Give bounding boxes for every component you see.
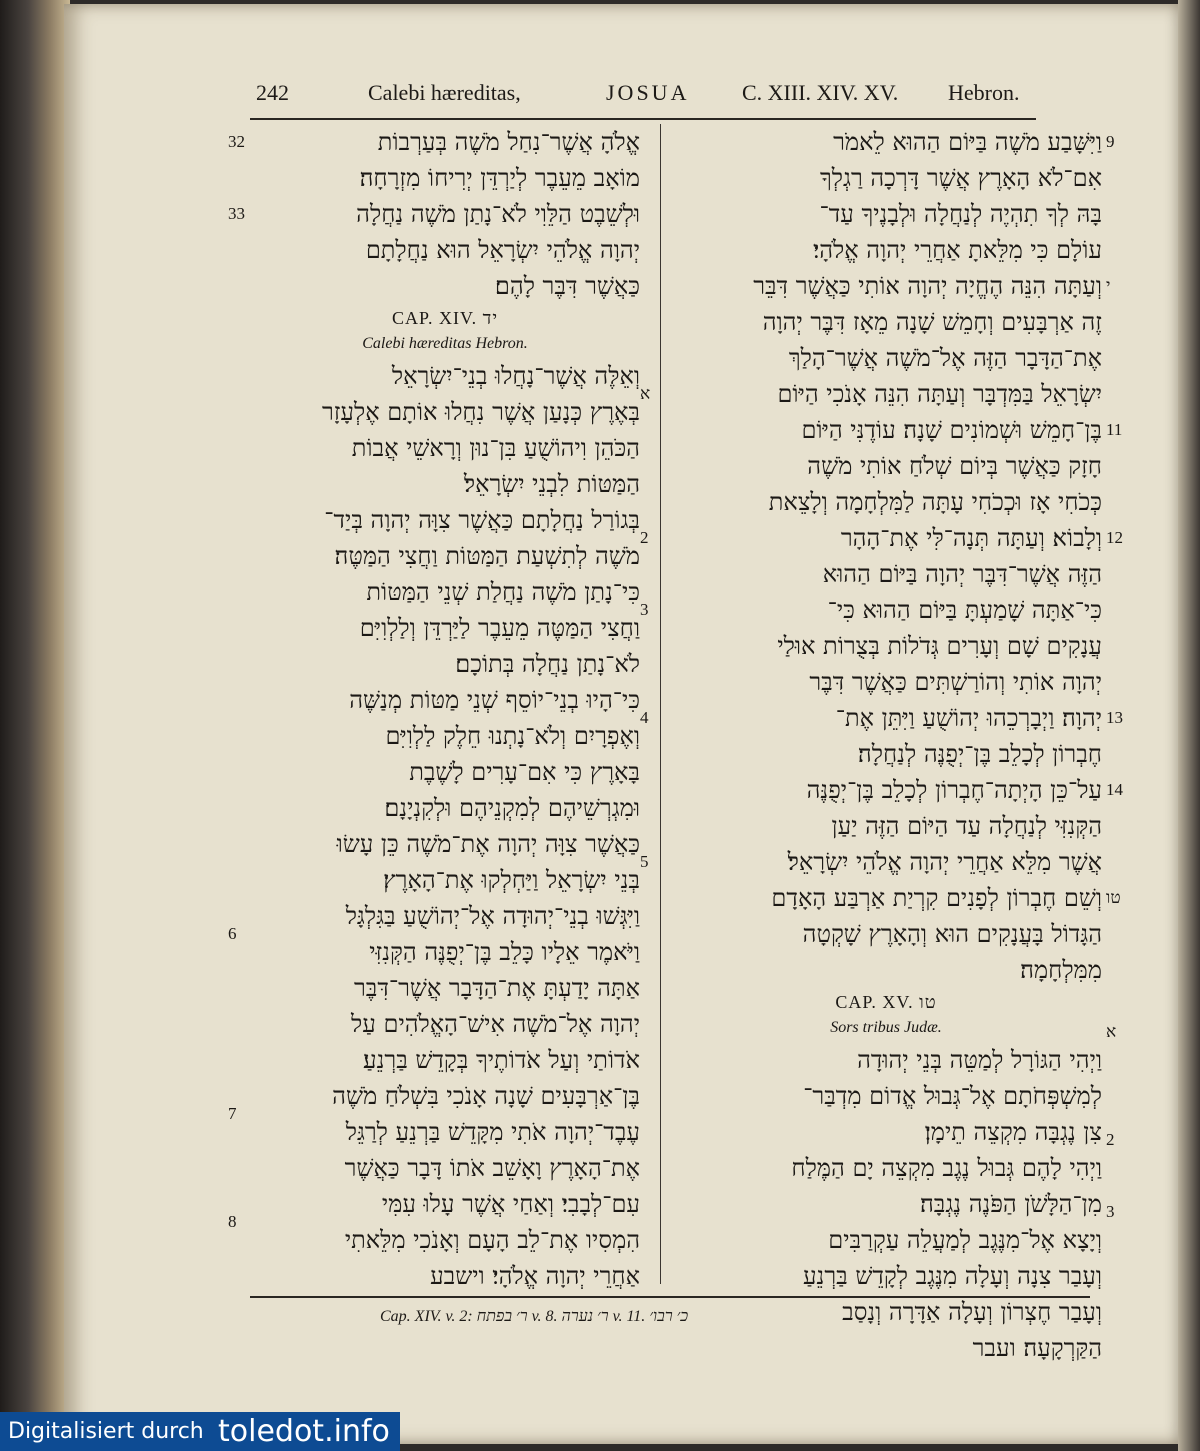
column-divider	[660, 124, 661, 1284]
chapter-subtitle: Calebi hæreditas Hebron.	[362, 335, 528, 352]
text-line: יִשְׂרָאֵל בַּמִּדְבָּר וְעַתָּה הִנֵּה אָנֹכִי הַיּוֹם	[777, 380, 1102, 408]
text-line: כַּאֲשֶׁר צִוָּה יְהוָה אֶת־מֹשֶׁה כֵּן עָשׂוּ	[336, 830, 640, 858]
text-line: הַקַּרְקָעָה׃ ועבר	[972, 1334, 1102, 1362]
verse-number: 9	[1106, 132, 1115, 151]
text-line: וְלָבוֹא׃ וְעַתָּה תְּנָה־לִּי אֶת־הָהָר	[840, 524, 1102, 552]
header-right-title: Hebron.	[948, 80, 1020, 105]
text-line: יְהוָה אוֹתִי וְהוֹרַשְׁתִּים כַּאֲשֶׁר דִּבֶּר	[809, 668, 1102, 696]
text-line: בְּנֵי יִשְׂרָאֵל וַיַּחְלְקוּ אֶת־הָאָרֶץ׃	[383, 866, 640, 894]
text-line: וְעָבַר צִנָה וְעָלָה מִנֶּגֶב לְקָדֵשׁ בַּרְנֵעַ	[802, 1262, 1102, 1290]
text-line: יְהוָה׃ וַיְבָרְכֵהוּ יְהוֹשֻׁעַ וַיִּתֵּן אֶת־	[835, 704, 1102, 732]
text-line: כְּכֹחִי אָז וּכְכֹחִי עָתָּה לַמִּלְחָמָה וְלָצֵאת	[768, 488, 1102, 516]
text-line: וְשֵׁם חֶבְרוֹן לְפָנִים קִרְיַת אַרְבַּע הָאָדָם	[771, 884, 1102, 912]
header-rule	[250, 118, 1036, 120]
page-edge	[1178, 0, 1200, 1451]
text-line: וְעַתָּה הִנֵּה הֶחֱיָה יְהוָה אוֹתִי כַּאֲשֶׁר דִּבֵּר	[753, 272, 1102, 300]
verse-number: 32	[228, 132, 245, 151]
text-line: בֶּן־אַרְבָּעִים שָׁנָה אָנֹכִי בִּשְׁלֹחַ מֹשֶׁה	[332, 1082, 640, 1110]
text-line: אֲשֶׁר מִלֵּא אַחֲרֵי יְהוָה אֱלֹהֵי יִשְׂרָאֵל׃	[787, 848, 1102, 876]
text-line: וְאֵלֶּה אֲשֶׁר־נָחֲלוּ בְנֵי־יִשְׂרָאֵל	[391, 362, 640, 390]
header-chapters: C. XIII. XIV. XV.	[742, 80, 899, 105]
verse-number: 7	[228, 1104, 237, 1123]
text-line: מֹשֶׁה לְתִשְׁעַת הַמַּטּוֹת וַחֲצִי הַמַּטֶּה׃	[334, 542, 640, 570]
verse-number: 11	[1106, 420, 1123, 439]
verse-number: 3	[1106, 1202, 1115, 1221]
text-line: חֶבְרוֹן לְכָלֵב בֶּן־יְפֻנֶּה לְנַחֲלָה׃	[857, 740, 1102, 768]
text-line: עִם־לְבָבִי׃ וְאַחַי אֲשֶׁר עָלוּ עִמִּי	[381, 1190, 640, 1218]
text-line: חָזָק כַּאֲשֶׁר בְּיוֹם שְׁלֹחַ אוֹתִי מֹשֶׁה	[807, 452, 1102, 480]
watermark-brand[interactable]: toledot.info	[218, 1414, 390, 1449]
watermark-prefix: Digitalisiert durch	[8, 1419, 204, 1444]
text-line: וַיְהִי הַגּוֹרָל לְמַטֵּה בְּנֵי יְהוּדָה	[857, 1046, 1102, 1074]
text-line: אֹדוֹתַי וְעַל אֹדוֹתֶיךָ בְּקָדֵשׁ בַּרְנֵעַ׃	[363, 1046, 640, 1074]
verse-number: 4	[640, 708, 649, 727]
text-line: עוֹלָם כִּי מִלֵּאתָ אַחֲרֵי יְהוָה אֱלֹהָי׃	[812, 236, 1102, 264]
text-line: לֹא־נָתַן נַחֲלָה בְּתוֹכָם׃	[455, 650, 640, 678]
verse-number: 13	[1106, 708, 1123, 727]
text-line: אַחֲרֵי יְהוָה אֱלֹהָי׃ וישבע	[430, 1262, 640, 1290]
text-line: כִּי־נָתַן מֹשֶׁה נַחֲלַת שְׁנֵי הַמַּטּוֹת	[366, 578, 640, 606]
text-line: וַיִּשָּׁבַע מֹשֶׁה בַּיּוֹם הַהוּא לֵאמֹר	[833, 128, 1102, 156]
text-line: כִּי־הָיוּ בְנֵי־יוֹסֵף שְׁנֵי מַטּוֹת מְנַשֶּׁה	[349, 686, 640, 714]
text-line: יְהוָה אֶל־מֹשֶׁה אִישׁ־הָאֱלֹהִים עַל	[351, 1010, 640, 1038]
text-line: הִמְסִיו אֶת־לֵב הָעָם וְאָנֹכִי מִלֵּאתִי	[344, 1226, 640, 1254]
verse-number: 2	[640, 528, 649, 547]
text-line: וַיְהִי לָהֶם גְּבוּל נֶגֶב מִקְצֵה יָם הַמֶּלַח	[791, 1154, 1102, 1182]
text-line: הַזֶּה אֲשֶׁר־דִּבֶּר יְהוָה בַּיּוֹם הַהוּא	[822, 560, 1102, 588]
text-line: הַגָּדוֹל בָּעֲנָקִים הוּא וְהָאָרֶץ שָׁקְטָה	[802, 920, 1102, 948]
header-left-title: Calebi hæreditas,	[368, 80, 521, 105]
text-line: הַמַּטּוֹת לִבְנֵי יִשְׂרָאֵל׃	[463, 470, 640, 498]
verse-number: 2	[1106, 1130, 1115, 1149]
verse-number: א	[640, 384, 651, 403]
left-column	[250, 124, 640, 1294]
text-line: בְּאֶרֶץ כְּנָעַן אֲשֶׁר נִחֲלוּ אוֹתָם אֶלְעָזָר	[321, 398, 640, 426]
verse-number: 12	[1106, 528, 1123, 547]
page-number: 242	[256, 80, 289, 105]
verse-number: 3	[640, 600, 649, 619]
verse-number: 8	[228, 1212, 237, 1231]
header-book-title: JOSUA	[606, 80, 690, 105]
verse-number: טו	[1106, 888, 1121, 907]
text-line: וּלְשֵׁבֶט הַלֵּוִי לֹא־נָתַן מֹשֶׁה נַחֲלָה	[356, 200, 640, 228]
text-line: בָּאָרֶץ כִּי אִם־עָרִים לָשֶׁבֶת	[409, 758, 640, 786]
text-line: מוֹאָב מֵעֵבֶר לְיַרְדֵּן יְרִיחוֹ מִזְרָחָה׃	[359, 164, 640, 192]
text-line: עֶבֶד־יְהוָה אֹתִי מִקָּדֵשׁ בַּרְנֵעַ לְרַגֵּל	[345, 1118, 640, 1146]
text-line: אֱלֹהָ אֲשֶׁר־נִחַל מֹשֶׁה בְּעַרְבוֹת	[377, 128, 640, 156]
text-line: וַיֹּאמֶר אֵלָיו כָּלֵב בֶּן־יְפֻנֶּה הַקְּנִזִּי	[369, 938, 640, 966]
digitization-watermark[interactable]	[0, 1412, 400, 1451]
verse-number: 14	[1106, 780, 1123, 799]
text-line: הַקְּנִזִּי לְנַחֲלָה עַד הַיּוֹם הַזֶּה יַעַן	[831, 812, 1102, 840]
text-line: כַּאֲשֶׁר דִּבֶּר לָהֶם׃	[494, 272, 640, 300]
text-line: בָּהּ לְךָ תִהְיֶה לְנַחֲלָה וּלְבָנֶיךָ עַד־	[819, 200, 1102, 228]
text-line: לְמִשְׁפְּחֹתָם אֶל־גְּבוּל אֱדוֹם מִדְבַּר־	[803, 1082, 1102, 1110]
text-line: וַחֲצִי הַמַּטֶּה מֵעֵבֶר לַיַּרְדֵּן וְלַלְוִיִּם	[359, 614, 640, 642]
text-line: אֶת־הַדָּבָר הַזֶּה אֶל־מֹשֶׁה אֲשֶׁר־הָלַךְ	[788, 344, 1102, 372]
text-line: וְאֶפְרָיִם וְלֹא־נָתְנוּ חֵלֶק לַלְוִיִּם	[385, 722, 640, 750]
text-line: וְיָצָא אֶל־מִנֶּגֶב לְמַעֲלֵה עַקְרַבִּים	[828, 1226, 1102, 1254]
verse-number: 5	[640, 852, 649, 871]
verse-number: י	[1106, 276, 1111, 295]
text-line: עֲנָקִים שָׁם וְעָרִים גְּדֹלוֹת בְּצֻרוֹת אוּלַי	[777, 632, 1102, 660]
text-line: יְהוָה אֱלֹהֵי יִשְׂרָאֵל הוּא נַחֲלָתָם	[365, 236, 640, 264]
text-line: אִם־לֹא הָאָרֶץ אֲשֶׁר דָּרְכָה רַגְלְךָ	[820, 164, 1102, 192]
verse-number: 6	[228, 924, 237, 943]
text-line: מִמִּלְחָמָה׃	[1020, 956, 1102, 984]
verse-number: 33	[228, 204, 245, 223]
right-column	[670, 124, 1102, 1366]
text-line: זֶה אַרְבָּעִים וְחָמֵשׁ שָׁנָה מֵאָז דִּבֶּר יְהוָה	[762, 308, 1102, 336]
text-line: הַכֹּהֵן וִיהוֹשֻׁעַ בִּן־נוּן וְרָאשֵׁי אֲבוֹת	[351, 434, 640, 462]
text-line: בֶּן־חָמֵשׁ וּשְׁמוֹנִים שָׁנָה׃ עוֹדֶנִּי הַיּוֹם	[801, 416, 1102, 444]
text-line: צִן נֶגְבָּה מִקְצֵה תֵימָן׃	[924, 1118, 1102, 1146]
text-line: מִן־הַלָּשֹׁן הַפֹּנֶה נֶגְבָּה׃	[919, 1190, 1102, 1218]
textual-footnote: Cap. XIV. v. 2: ר׳ בפתח v. 8. ר׳ נערה v. 11. כ׳ רבו׳	[380, 1308, 689, 1325]
running-header	[254, 78, 1032, 112]
text-line: וַיִּגְּשׁוּ בְנֵי־יְהוּדָה אֶל־יְהוֹשֻׁעַ בַּגִּלְגָּל	[345, 902, 640, 930]
chapter-heading: CAP. XIV. יד	[391, 308, 499, 328]
text-line: כִּי־אַתָּה שָׁמַעְתָּ בַּיּוֹם הַהוּא כִּי־	[827, 596, 1102, 624]
text-line: אֶת־הָאָרֶץ וָאָשֵׁב אֹתוֹ דָּבָר כַּאֲשֶׁר	[344, 1154, 640, 1182]
text-line: וּמִגְרְשֵׁיהֶם לְמִקְנֵיהֶם וּלְקִנְיָנָם׃	[384, 794, 640, 822]
chapter-heading: CAP. XV. טו	[835, 992, 937, 1012]
text-line: עַל־כֵּן הָיְתָה־חֶבְרוֹן לְכָלֵב בֶּן־יְפֻנֶּה	[806, 776, 1102, 804]
footer-rule	[250, 1296, 1090, 1298]
verse-number: א	[1106, 1022, 1117, 1041]
text-line: וְעָבַר חֶצְרוֹן וְעָלָה אַדָּרָה וְנָסַב	[842, 1298, 1102, 1326]
chapter-subtitle: Sors tribus Judæ.	[830, 1019, 942, 1036]
text-line: בְּגוֹרַל נַחֲלָתָם כַּאֲשֶׁר צִוָּה יְהוָה בְּיַד־	[324, 506, 640, 534]
book-binding	[0, 0, 70, 1451]
text-line: אַתָּה יָדַעְתָּ אֶת־הַדָּבָר אֲשֶׁר־דִּבֶּר	[354, 974, 640, 1002]
